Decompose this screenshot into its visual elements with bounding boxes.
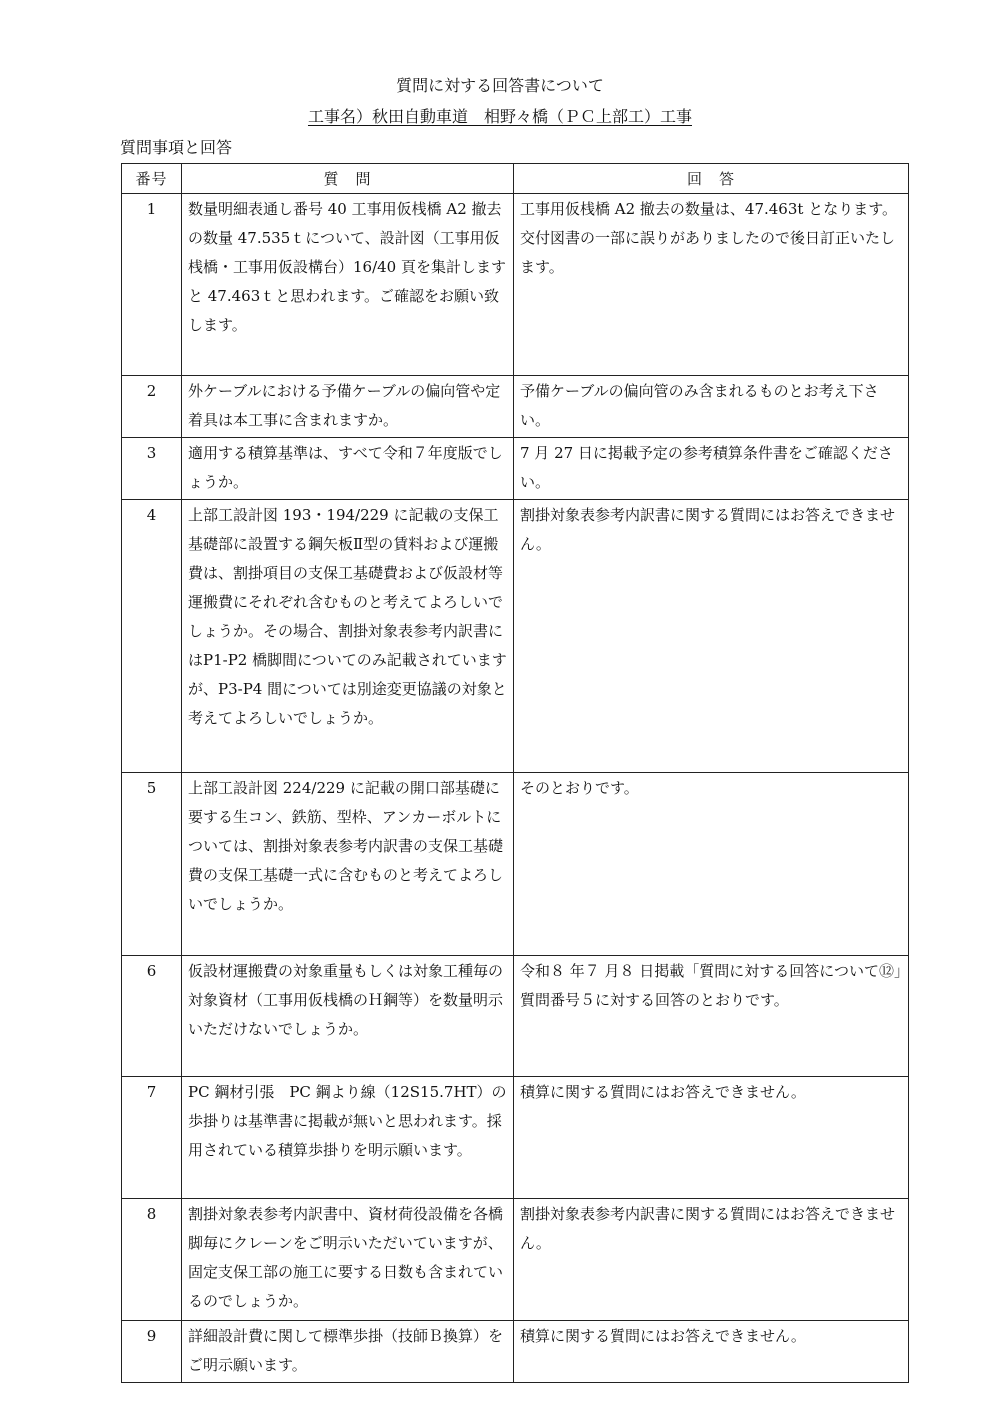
row-question: 割掛対象表参考内訳書中、資材荷役設備を各橋脚毎にクレーンをご明示いただいていますが、固定支保工部の施工に要する日数も含まれているのでしょうか。 xyxy=(182,1199,514,1321)
header-question: 質 問 xyxy=(182,164,514,194)
row-answer: そのとおりです。 xyxy=(514,773,909,956)
row-number: 2 xyxy=(122,376,182,438)
row-question: 仮設材運搬費の対象重量もしくは対象工種毎の対象資材（工事用仮桟橋のＨ鋼等）を数量明示いただけないでしょうか。 xyxy=(182,956,514,1077)
project-title xyxy=(0,106,1000,128)
row-answer: 積算に関する質問にはお答えできません。 xyxy=(514,1321,909,1383)
row-answer: 割掛対象表参考内訳書に関する質問にはお答えできません。 xyxy=(514,500,909,773)
table-row xyxy=(122,194,909,376)
row-question: 数量明細表通し番号 40 工事用仮桟橋 A2 撤去の数量 47.535ｔについて、設計図（工事用仮桟橋・工事用仮設構台）16/40 頁を集計しますと 47.463ｔと思われます。ご確認をお願い致します。 xyxy=(182,194,514,376)
header-answer: 回 答 xyxy=(514,164,909,194)
qa-table xyxy=(121,163,909,1383)
row-answer: 予備ケーブルの偏向管のみ含まれるものとお考え下さい。 xyxy=(514,376,909,438)
table-row xyxy=(122,1321,909,1383)
row-number: 5 xyxy=(122,773,182,956)
row-number: 8 xyxy=(122,1199,182,1321)
row-answer: 割掛対象表参考内訳書に関する質問にはお答えできません。 xyxy=(514,1199,909,1321)
table-header-row xyxy=(122,164,909,194)
row-number: 3 xyxy=(122,438,182,500)
table-row xyxy=(122,956,909,1077)
row-question: 適用する積算基準は、すべて令和７年度版でしょうか。 xyxy=(182,438,514,500)
table-row xyxy=(122,438,909,500)
row-answer: 工事用仮桟橋 A2 撤去の数量は、47.463t となります。交付図書の一部に誤りがありましたので後日訂正いたします。 xyxy=(514,194,909,376)
document-title: 質問に対する回答書について xyxy=(396,76,604,95)
table-row xyxy=(122,773,909,956)
row-number: 7 xyxy=(122,1077,182,1199)
row-question: 外ケーブルにおける予備ケーブルの偏向管や定着具は本工事に含まれますか。 xyxy=(182,376,514,438)
project-title-text: 工事名）秋田自動車道 相野々橋（ＰＣ上部工）工事 xyxy=(307,107,692,126)
row-answer: 積算に関する質問にはお答えできません。 xyxy=(514,1077,909,1199)
section-heading: 質問事項と回答 xyxy=(120,138,233,157)
table-row xyxy=(122,1199,909,1321)
row-number: 6 xyxy=(122,956,182,1077)
row-number: 1 xyxy=(122,194,182,376)
row-answer: 7 月 27 日に掲載予定の参考積算条件書をご確認ください。 xyxy=(514,438,909,500)
row-question: 上部工設計図 193・194/229 に記載の支保工基礎部に設置する鋼矢板Ⅱ型の賃料および運搬費は、割掛項目の支保工基礎費および仮設材等運搬費にそれぞれ含むものと考えてよろしいでしょうか。その場合、割掛対象表参考内訳書にはP1-P2 橋脚間についてのみ記載されていますが、P3-P4 間については別途変更協議の対象と考えてよろしいでしょうか。 xyxy=(182,500,514,773)
header-number: 番号 xyxy=(122,164,182,194)
table-row xyxy=(122,376,909,438)
row-question: 詳細設計費に関して標準歩掛（技師Ｂ換算）をご明示願います。 xyxy=(182,1321,514,1383)
row-number: 4 xyxy=(122,500,182,773)
table-row xyxy=(122,500,909,773)
row-question: PC 鋼材引張 PC 鋼より線（12S15.7HT）の歩掛りは基準書に掲載が無いと思われます。採用されている積算歩掛りを明示願います。 xyxy=(182,1077,514,1199)
row-question: 上部工設計図 224/229 に記載の開口部基礎に要する生コン、鉄筋、型枠、アンカーボルトについては、割掛対象表参考内訳書の支保工基礎費の支保工基礎一式に含むものと考えてよろしいでしょうか。 xyxy=(182,773,514,956)
row-answer: 令和８ 年７ 月８ 日掲載「質問に対する回答について⑫」質問番号５に対する回答のとおりです。 xyxy=(514,956,909,1077)
table-row xyxy=(122,1077,909,1199)
row-number: 9 xyxy=(122,1321,182,1383)
